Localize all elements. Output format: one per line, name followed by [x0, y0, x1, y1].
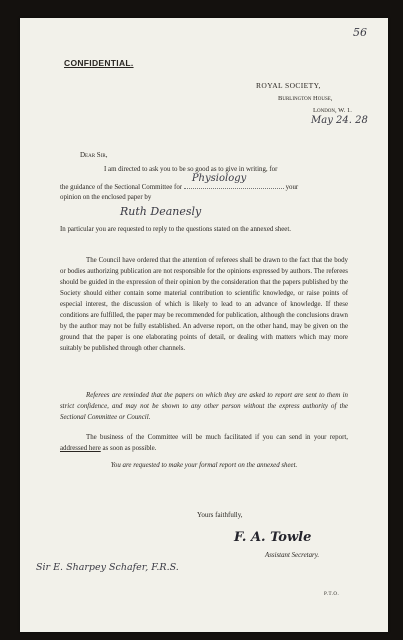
- signature: F. A. Towle: [234, 530, 312, 545]
- para1-line2-pre: the guidance of the Sectional Committee for: [60, 184, 183, 191]
- para5: [60, 432, 348, 454]
- handwritten-date: May 24. 28: [311, 115, 368, 126]
- committee-blank: [184, 173, 284, 189]
- salutation: Dear Sir,: [80, 151, 108, 159]
- confidential-heading: CONFIDENTIAL.: [64, 58, 134, 68]
- letterhead-street: Burlington House,: [278, 95, 333, 102]
- closing: Yours faithfully,: [197, 511, 243, 519]
- para4: Referees are reminded that the papers on which they are asked to report are sent to them in strict confidence, and may not be shown to any other person without the express authority of the Sectional Committee or Council.: [60, 392, 348, 421]
- handwritten-addressee: Sir E. Sharpey Schafer, F.R.S.: [36, 562, 179, 573]
- para5-post: as soon as possible.: [102, 445, 157, 452]
- page-number: 56: [353, 26, 367, 39]
- letterhead-org: ROYAL SOCIETY,: [256, 81, 321, 90]
- handwritten-committee: Physiology: [191, 173, 247, 184]
- para5-addressed-here: addressed here: [60, 445, 101, 452]
- pto-note: P.T.O.: [324, 592, 340, 597]
- para1-line2: [60, 173, 350, 191]
- para1-line2-post: your: [285, 184, 299, 191]
- signatory-title: Assistant Secretary.: [265, 552, 320, 559]
- handwritten-author: Ruth Deanesly: [120, 205, 202, 218]
- para6: You are requested to make your formal report on the annexed sheet.: [110, 462, 298, 469]
- letterhead-city: London, W. 1.: [313, 107, 352, 114]
- para3: The Council have ordered that the attention of referees shall be drawn to the fact that the body or bodies authorizing publication are not responsible for the opinions expressed by authors. The referees should be guided in the expression of their opinion by the consideration that the papers published by the Society should either contain some material contribution to scientific knowledge, or raise points of especial interest, the discussion of which is likely to lead to an advance of knowledge. If these conditions are fulfilled, the paper may be recommended for publication, although the conclusions drawn by the author may not be fully established. An adverse report, on the other hand, may be given on the ground that the paper is one elaborating points of detail, or dealing with matters which may more suitably be published through other channels.: [60, 257, 348, 352]
- para2: In particular you are requested to reply to the questions stated on the annexed sheet.: [60, 226, 291, 233]
- para1-line1: I am directed to ask you to be so good as to give in writing, for: [104, 166, 278, 173]
- para5-pre: The business of the Committee will be much facilitated if you can send in your report,: [86, 434, 348, 441]
- letter-page: [20, 18, 388, 632]
- para1-line3: opinion on the enclosed paper by: [60, 194, 152, 201]
